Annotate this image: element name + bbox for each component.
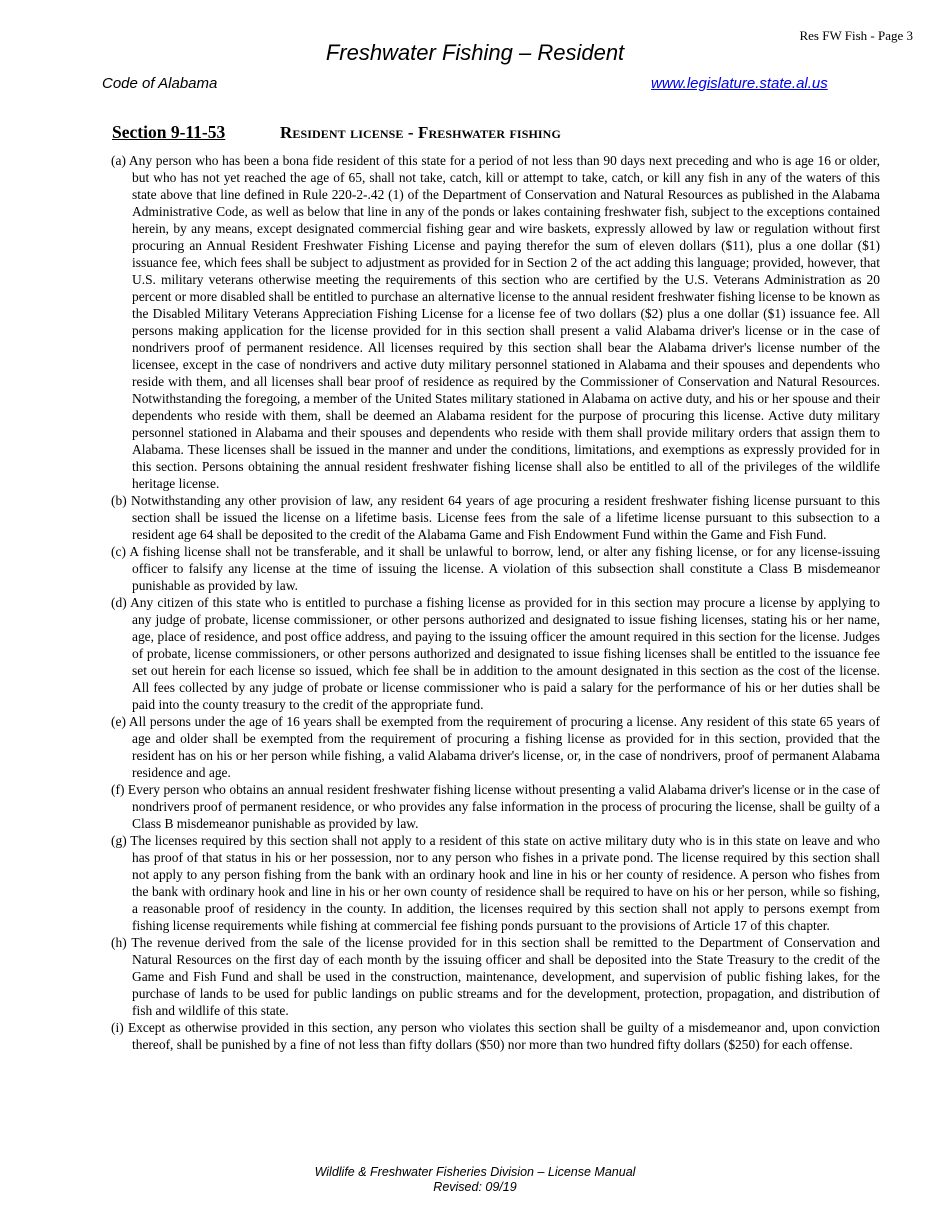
paragraph-text: All persons under the age of 16 years shall be exempted from the requirement of procuring a license. Any resident of this state 65 years of age and older shall be exempted from the requirement of procuring a fishing license as provided for in this section, provided that the resident has on his or her person while fishing, a valid Alabama driver's license, or, in the case of nondrivers, proof of permanent Alabama residence and age.	[128, 714, 880, 780]
paragraph-a	[111, 152, 880, 492]
paragraph-text: The licenses required by this section shall not apply to a resident of this state on active military duty who is in this state on leave and who has proof of that status in his or her possession, nor to any person who fishes in a private pond. The license required by this section shall not apply to any person fishing from the bank with an ordinary hook and line in his or her county of residence. A person who fishes from the bank with ordinary hook and line in his or her own county of residence shall be required to have on his or her person, while so fishing, a reasonable proof of residency in the county. In addition, the licenses required by this section shall not apply to persons exempt from fishing license requirements while fishing at commercial fee fishing ponds pursuant to the provisions of Article 17 of this chapter.	[130, 833, 880, 933]
section-title: Resident license - Freshwater fishing	[280, 123, 561, 142]
paragraph-label: (e)	[111, 714, 126, 729]
paragraph-g	[111, 832, 880, 934]
paragraph-c	[111, 543, 880, 594]
paragraph-text: Except as otherwise provided in this section, any person who violates this section shall be guilty of a misdemeanor and, upon conviction thereof, shall be punished by a fine of not less than fifty dollars ($50) nor more than two hundred fifty dollars ($250) for each offense.	[127, 1020, 881, 1052]
paragraph-h	[111, 934, 880, 1019]
code-label: Code of Alabama	[102, 75, 218, 92]
paragraph-label: (g)	[111, 833, 127, 848]
paragraph-label: (c)	[111, 544, 126, 559]
paragraph-e	[111, 713, 880, 781]
paragraph-text: Notwithstanding any other provision of law, any resident 64 years of age procuring a resident freshwater fishing license pursuant to this section shall be issued the license on a lifetime basis. License fees from the sale of a lifetime license pursuant to this subsection to a resident age 64 shall be deposited to the credit of the Alabama Game and Fish Endowment Fund within the Game and Fish Fund.	[131, 493, 881, 542]
paragraph-text: Any person who has been a bona fide resident of this state for a period of not less than 90 days next preceding and who is age 16 or older, but who has not yet reached the age of 65, shall not take, catch, kill or attempt to take, catch, or kill any fish in any of the waters of this state above that line defined in Rule 220-2-.42 (1) of the Department of Conservation and Natural Resources as published in the Alabama Administrative Code, as well as below that line in any of the ponds or lakes containing freshwater fish, subject to the exceptions contained herein, by any means, except designated commercial fishing gear and wire baskets, expressly allowed by law or regulation without first procuring an Annual Resident Freshwater Fishing License and paying therefor the sum of eleven dollars ($11), plus a one dollar ($1) issuance fee, which fees shall be subject to adjustment as provided for in Section 2 of the act adding this language; provided, however, that U.S. military veterans otherwise meeting the requirements of this section who are certified by the U.S. Veterans Administration as 20 percent or more disabled shall be entitled to purchase an alternative license to the annual resident freshwater fishing license to be known as the Disabled Military Veterans Appreciation Fishing License for a license fee of two dollars ($2) plus a one dollar ($1) issuance fee. All persons making application for the license provided for in this section shall present a valid Alabama driver's license or in the case of nondrivers proof of permanent residence. All licenses required by this section shall bear the Alabama driver's license number of the licensee, except in the case of nondrivers and active duty military personnel stationed in Alabama and their spouses and dependents who reside with them, and all licenses shall bear proof of residence as required by the Commissioner of Conservation and Natural Resources. Notwithstanding the foregoing, a member of the United States military stationed in Alabama on active duty, and his or her spouse and their dependents who reside with them, shall be deemed an Alabama resident for the purpose of procuring this license. Active duty military personnel stationed in Alabama and their spouses and dependents who reside with them shall provide military orders that assign them to Alabama. These licenses shall be issued in the manner and under the conditions, limitations, and exemptions as expressly provided for in this section. Persons obtaining the annual resident freshwater fishing license shall also be entitled to all of the privileges of the wildlife heritage license.	[128, 153, 880, 491]
document-title: Freshwater Fishing – Resident	[325, 40, 625, 65]
paragraph-label: (b)	[111, 493, 127, 508]
page-reference: Res FW Fish - Page 3	[799, 28, 913, 43]
footer-manual-title: Wildlife & Freshwater Fisheries Division – License Manual	[314, 1165, 636, 1179]
paragraph-text: A fishing license shall not be transferable, and it shall be unlawful to borrow, lend, or alter any fishing license, or for any license-issuing officer to falsify any license at the time of issuing the license. A violation of this subsection shall constitute a Class B misdemeanor punishable as provided by law.	[129, 544, 880, 593]
section-heading	[112, 122, 561, 143]
paragraph-b	[111, 492, 880, 543]
paragraph-text: Any citizen of this state who is entitled to purchase a fishing license as provided for in this section may procure a license by applying to any judge of probate, license commissioner, or other persons authorized and designated to issue fishing licenses, stating his or her name, age, place of residence, and post office address, and paying to the issuing officer the amount required in this section for the license. Judges of probate, license commissioners, or other persons authorized and designated to issue fishing licenses shall be entitled to the issuance fee set out herein for each license so issued, which fee shall be in addition to the amount designated in this section as the cost of the license. All fees collected by any judge of probate or license commissioner who is paid a salary for the performance of his or her duties shall be paid into the county treasury to the credit of the appropriate fund.	[130, 595, 880, 712]
legislature-website-link[interactable]: www.legislature.state.al.us	[651, 75, 828, 92]
paragraph-label: (f)	[111, 782, 125, 797]
paragraph-label: (i)	[111, 1020, 124, 1035]
statute-body	[111, 152, 880, 1053]
paragraph-text: The revenue derived from the sale of the license provided for in this section shall be remitted to the Department of Conservation and Natural Resources on the first day of each month by the issuing officer and shall be deposited into the State Treasury to the credit of the Game and Fish Fund and shall be used in the construction, maintenance, development, and supervision of public fishing lakes, for the purchase of lands to be used for public landings on public streams and for the development, protection, propagation, and distribution of fish and wildlife of this state.	[131, 935, 880, 1018]
paragraph-f	[111, 781, 880, 832]
paragraph-text: Every person who obtains an annual resident freshwater fishing license without presenting a valid Alabama driver's license or in the case of nondrivers proof of permanent residence, or who provides any false information in the process of procuring the license, shall be guilty of a Class B misdemeanor punishable as provided by law.	[127, 782, 880, 831]
paragraph-label: (h)	[111, 935, 127, 950]
footer-revision: Revised: 09/19	[433, 1180, 517, 1194]
paragraph-i	[111, 1019, 880, 1053]
paragraph-label: (d)	[111, 595, 127, 610]
paragraph-d	[111, 594, 880, 713]
page-footer	[0, 1165, 950, 1195]
paragraph-label: (a)	[111, 153, 126, 168]
section-number: Section 9-11-53	[112, 122, 226, 142]
